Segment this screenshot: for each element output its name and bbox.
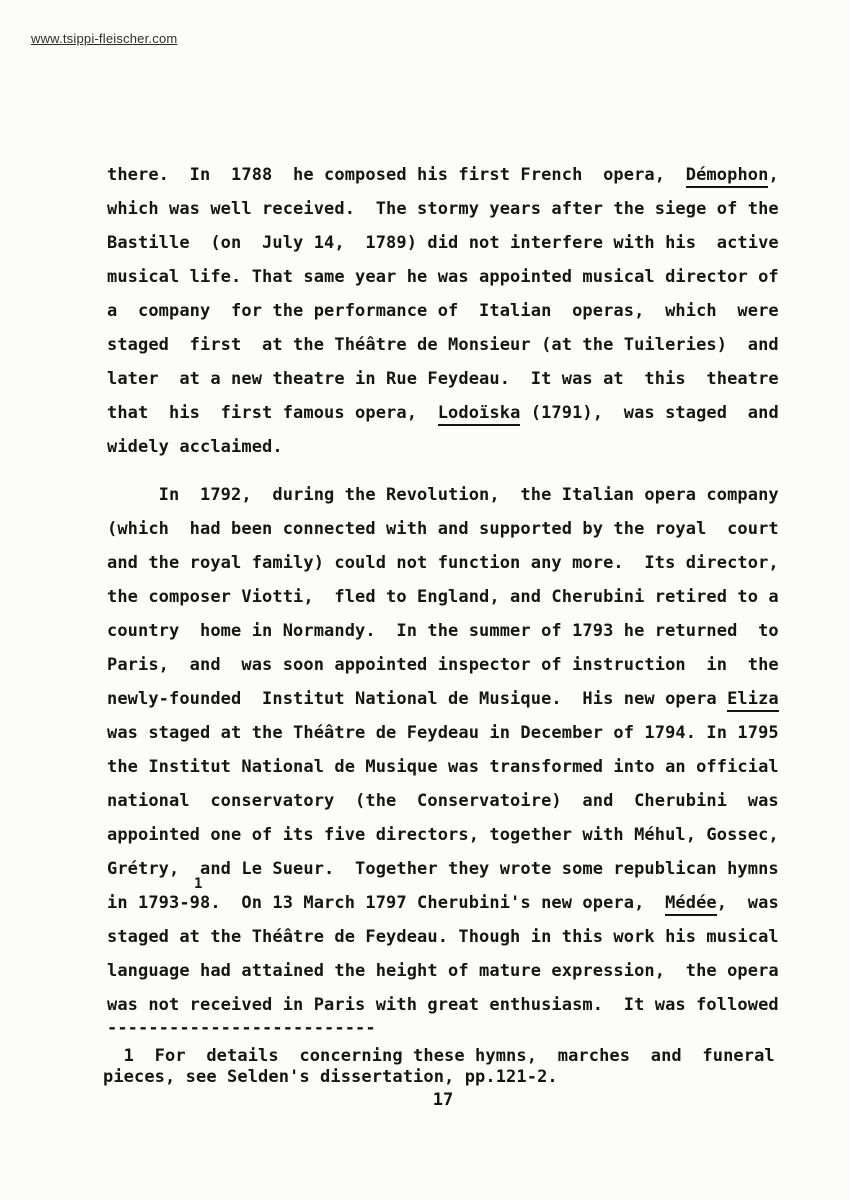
text-line: pieces, see Selden's dissertation, pp.121-2. <box>103 1067 558 1087</box>
text-line: language had attained the height of mature expression, the opera <box>107 961 779 981</box>
underlined-opera-title: Médée <box>665 893 717 916</box>
footnote-separator-rule: -------------------------- <box>107 1018 376 1038</box>
text-line: musical life. That same year he was appointed musical director of <box>107 267 779 287</box>
text-line: which was well received. The stormy years after the siege of the <box>107 199 779 219</box>
underlined-opera-title: Eliza <box>727 689 779 712</box>
text-line: 1 For details concerning these hymns, marches and funeral <box>103 1046 775 1066</box>
text-line: (which had been connected with and supported by the royal court <box>107 519 779 539</box>
text-line: that his first famous opera, Lodoïska (1791), was staged and <box>107 396 779 430</box>
text-line: widely acclaimed. <box>107 437 283 457</box>
text-line: in 1793-98. On 13 March 1797 Cherubini's new opera, Médée, was <box>107 886 779 920</box>
text-line: country home in Normandy. In the summer of 1793 he returned to <box>107 621 779 641</box>
site-url-watermark: www.tsippi-fleischer.com <box>31 31 178 46</box>
text-line: In 1792, during the Revolution, the Italian opera company <box>107 485 779 505</box>
text-line: there. In 1788 he composed his first French opera, Démophon, <box>107 158 779 192</box>
text-line: was staged at the Théâtre de Feydeau in December of 1794. In 1795 <box>107 723 779 743</box>
paragraph-2 <box>107 478 779 1022</box>
text-line: the composer Viotti, fled to England, and Cherubini retired to a <box>107 587 779 607</box>
text-line: Grétry, and Le Sueur. Together they wrote some republican hymns <box>107 859 779 879</box>
text-line: Paris, and was soon appointed inspector of instruction in the <box>107 655 779 675</box>
text-line: the Institut National de Musique was transformed into an official <box>107 757 779 777</box>
underlined-opera-title: Lodoïska <box>438 403 521 426</box>
text-line: newly-founded Institut National de Musique. His new opera Eliza <box>107 682 779 716</box>
underlined-opera-title: Démophon <box>686 165 769 188</box>
text-line: Bastille (on July 14, 1789) did not interfere with his active <box>107 233 779 253</box>
text-line: appointed one of its five directors, together with Méhul, Gossec, <box>107 825 779 845</box>
footnote-reference-superscript: 1 <box>194 876 203 892</box>
page-number: 17 <box>432 1090 454 1110</box>
paragraph-1 <box>107 158 779 464</box>
text-line: national conservatory (the Conservatoire) and Cherubini was <box>107 791 779 811</box>
text-line: a company for the performance of Italian operas, which were <box>107 301 779 321</box>
footnote-text <box>103 1046 775 1088</box>
text-line: later at a new theatre in Rue Feydeau. It was at this theatre <box>107 369 779 389</box>
text-line: was not received in Paris with great enthusiasm. It was followed <box>107 995 779 1015</box>
text-line: and the royal family) could not function any more. Its director, <box>107 553 779 573</box>
text-line: staged at the Théâtre de Feydeau. Though in this work his musical <box>107 927 779 947</box>
text-line: staged first at the Théâtre de Monsieur (at the Tuileries) and <box>107 335 779 355</box>
